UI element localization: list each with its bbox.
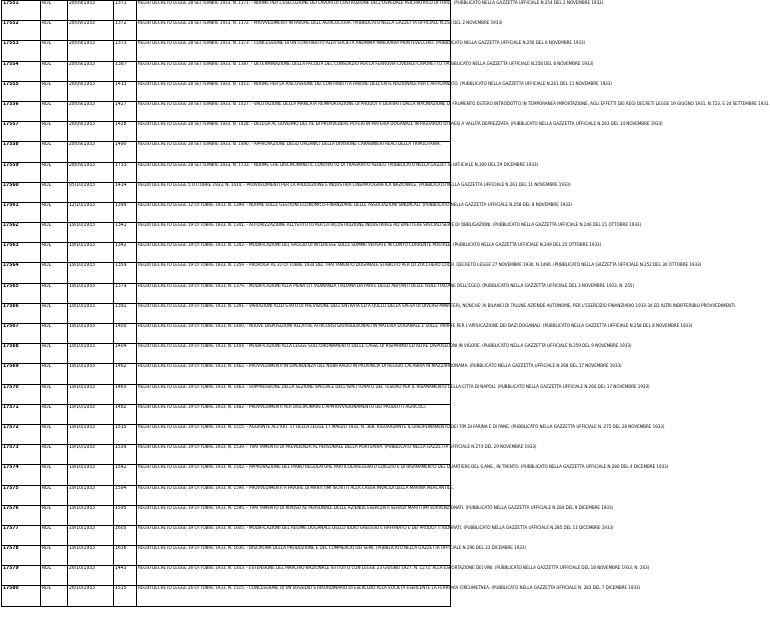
- record-id: 17579: [2, 566, 41, 586]
- act-number: 1733: [114, 162, 137, 182]
- act-description-text: REGIO DECRETO LEGGE 19 OTTOBRE 1933, N. 1462. - PROVVEDIMENTI IN DIPENDENZA DEL NUBIFRAGIO IN PROVINCIA DI REGGIO CALABRIA IN MAZZARRONAMA. (PUBBLICATO NELLA GAZZETTA UFFICIALE N.268 DEL 17 NOVEMBRE 1933): [138, 364, 622, 370]
- act-description: [137, 162, 539, 182]
- act-description: [137, 263, 702, 283]
- act-description-text: REGIO DECRETO LEGGE 28 SETTEMBRE 1933, N. 1371. - NORME PER L'ESECUZIONE DEI LAVORI DI COSTRUZIONE DELL'OSPEDALE PSICHIATRICO DI FORLI. (PUBBLICATO NELLA GAZZETTA UFFICIALE N.254 DEL 2 NOVEMBRE 1933): [138, 1, 604, 6]
- act-number: 1515: [114, 424, 137, 444]
- act-number: 1605: [114, 525, 137, 545]
- act-date: 28/09/1933: [68, 81, 114, 101]
- act-number: 1371: [114, 1, 137, 21]
- act-date: 28/09/1933: [68, 21, 114, 41]
- act-description: [137, 384, 650, 404]
- record-id: 17573: [2, 445, 41, 465]
- act-number: 1594: [114, 485, 137, 505]
- record-id: 17567: [2, 324, 41, 344]
- act-description: [137, 324, 693, 344]
- act-date: 19/10/1933: [68, 485, 114, 505]
- act-date: 19/10/1933: [68, 546, 114, 566]
- act-type: RDL: [41, 324, 68, 344]
- act-type: RDL: [41, 202, 68, 222]
- table-body: [2, 0, 770, 607]
- act-description: [137, 142, 451, 162]
- record-id: 17576: [2, 505, 41, 525]
- act-description-text: REGIO DECRETO LEGGE 28 SETTEMBRE 1933, N. 1428. - DELEGA AL GOVERNO DEL RE DI PROVVEDERE POTERI IN MATERIA DOGANALE IN RIGUARDO DI PAESI A VALUTA DEPREZZATA. (PUBBLICATO NELLA GAZZETTA UFFICIALE N.263 DEL 14 NOVEMBRE 1933): [138, 122, 663, 128]
- record-id: 17563: [2, 243, 41, 263]
- act-number: 1539: [114, 445, 137, 465]
- record-id: 17559: [2, 162, 41, 182]
- act-type: RDL: [41, 122, 68, 142]
- act-type: RDL: [41, 263, 68, 283]
- table-row: [2, 283, 451, 303]
- act-description: [137, 223, 642, 243]
- record-id: 17551: [2, 1, 41, 21]
- act-number: 1427: [114, 101, 137, 121]
- act-date: 19/10/1933: [68, 263, 114, 283]
- record-id: 17566: [2, 303, 41, 323]
- act-date: 26/10/1933: [68, 566, 114, 586]
- act-number: 1462: [114, 364, 137, 384]
- act-type: RDL: [41, 404, 68, 424]
- act-date: 19/10/1933: [68, 344, 114, 364]
- table-row: [2, 21, 451, 41]
- act-number: 1463: [114, 384, 137, 404]
- act-type: RDL: [41, 61, 68, 81]
- act-description-text: REGIO DECRETO LEGGE 26 OTTOBRE 1933, N. 1443. - ESTENSIONE DEL MARCHIO NAZIONALE ISTITUITO CON LEGGE 23 GIUGNO 1927, N. 1272, ALLA ESPORTAZIONE DEI VINI. (PUBBLICATO NELLA GAZZETTA UFFICIALE DEL 18 NOVEMBRE 1933, N. 263): [138, 566, 650, 572]
- act-date: 26/10/1933: [68, 586, 114, 606]
- act-type: RDL: [41, 424, 68, 444]
- act-description-text: REGIO DECRETO LEGGE 28 SETTEMBRE 1933, N. 1733. - NORME CHE DISCIPLINANO IL CONTRATTO DI TRASPORTO AEREO. (PUBBLICATO NELLA GAZZETTA UFFICIALE N.300 DEL 29 DICEMBRE 1933): [138, 162, 539, 168]
- record-id: 17578: [2, 546, 41, 566]
- act-number: 1391: [114, 303, 137, 323]
- record-id: 17565: [2, 283, 41, 303]
- table-row: [2, 202, 451, 222]
- record-id: 17571: [2, 404, 41, 424]
- act-description: [137, 566, 650, 586]
- act-description: [137, 122, 663, 142]
- act-description: [137, 424, 665, 444]
- table-row: [2, 81, 451, 101]
- act-description: [137, 182, 571, 202]
- record-id: 17569: [2, 364, 41, 384]
- act-description-text: REGIO DECRETO LEGGE 19 OTTOBRE 1933, N. 1379. - MODIFICAZIONI ALLA PIENA CITTADINANZA ITALIANA DA PARTE DEGLI ABITANTI DELLE ISOLE ITALIANE DELL'EGEO. (PUBBLICATO NELLA GAZZETTA UFFICIALE DEL 3 NOVEMBRE 1933, N. 255): [138, 283, 635, 289]
- act-description-text: REGIO DECRETO LEGGE 19 OTTOBRE 1933, N. 1636. - DISCIPLINA DELLA PRODUZIONE E DEL COMMERCIO DEI SEMI. (PUBBLICATO NELLA GAZZETTA UFFICIALE N.296 DEL 23 DICEMBRE 1933): [138, 546, 527, 552]
- act-description-text: REGIO DECRETO LEGGE 19 OTTOBRE 1933, N. 1539. - TRATTAMENTO DI PREVIDENZA AL PERSONALE DELLA PORTUARIA. (PUBBLICATO NELLA GAZZETTA UFFICIALE N.274 DEL 29 NOVEMBRE 1933): [138, 445, 537, 451]
- act-number: 1515: [114, 586, 137, 606]
- act-date: 19/10/1933: [68, 445, 114, 465]
- act-date: 28/09/1933: [68, 41, 114, 61]
- act-description-text: REGIO DECRETO LEGGE 28 SETTEMBRE 1933, N. 1427. - VALUTAZIONE DELLA MANCATA REIMPORTAZIONE DI PRODOTTI DERIVATI DALLA MACINAZIONE DI FRUMENTO ESTERO INTRODOTTO IN TEMPORANEA IMPORTAZIONE, AGLI EFFETTI DEI REGI DECRETI LEGGE 19 GIUGNO 1931, N.723, E 24 SETTEMBRE 1931.: [138, 101, 770, 107]
- act-date: 19/10/1933: [68, 243, 114, 263]
- act-type: RDL: [41, 344, 68, 364]
- act-date: 19/10/1933: [68, 505, 114, 525]
- act-date: 28/09/1933: [68, 61, 114, 81]
- act-type: RDL: [41, 223, 68, 243]
- act-description: [137, 243, 602, 263]
- act-description: [137, 303, 736, 323]
- record-id: 17558: [2, 142, 41, 162]
- act-description-text: REGIO DECRETO LEGGE 19 OTTOBRE 1933, N. 1391. - VARIAZIONI ALLO STATO DI PREVISIONE DELL'ENTRATA ED A QUELLI DELLA SPESA DI DIVERSI MINISTERI, NONCHE' AI BILANCI DI TALUNE AZIENDE AUTONOME, PER L'ESERCIZIO FINANZIARIO 1933-34 ED ALTRI INDIFFERIBILI PROVVEDIMENTI.: [138, 303, 736, 309]
- act-description: [137, 41, 586, 61]
- act-description-text: REGIO DECRETO LEGGE 19 OTTOBRE 1933, N. 1595. - TRATTAMENTO DI RIPOSO AL PERSONALE DELLE AZIENDE ESERCENTI SERVIZI MARITTIMI SOVVENZIONATI. (PUBBLICATO NELLA GAZZETTA UFFICIALE N.284 DEL 9 DICEMBRE 1933): [138, 505, 614, 511]
- act-type: RDL: [41, 364, 68, 384]
- act-description-text: REGIO DECRETO LEGGE 19 OTTOBRE 1933, N. 1542. - APPROVAZIONE DEL PIANO REGOLATORE PARTICOLAREGGIATO EDILIZIO E DI RISANAMENTO DEL QUARTIERE DEL S.ANS., IN TRENTO. (PUBBLICATO NELLA GAZZETTA UFFICIALE N.280 DEL 4 DICEMBRE 1933): [138, 465, 669, 471]
- act-type: RDL: [41, 485, 68, 505]
- table-row: [2, 445, 451, 465]
- act-description: [137, 404, 451, 424]
- record-id: 17568: [2, 344, 41, 364]
- act-date: 19/10/1933: [68, 364, 114, 384]
- act-description: [137, 61, 594, 81]
- act-description: [137, 445, 537, 465]
- act-date: 28/09/1933: [68, 1, 114, 21]
- record-id: 17552: [2, 21, 41, 41]
- act-number: 1490: [114, 142, 137, 162]
- act-description: [137, 202, 572, 222]
- act-description: [137, 505, 614, 525]
- act-date: 19/10/1933: [68, 324, 114, 344]
- act-description: [137, 21, 503, 41]
- act-number: 1400: [114, 324, 137, 344]
- record-id: 17572: [2, 424, 41, 444]
- act-description-text: REGIO DECRETO LEGGE 19 OTTOBRE 1933, N. 1463. - SOPPRESSIONE DELLA SEZIONE SPECIALE DELL'ISPETTORATO DEL TESORO PER IL RISANAMENTO DELLA CITTA DI NAPOLI. (PUBBLICATO NELLA GAZZETTA UFFICIALE N.266 DEL 17 NOVEMBRE 1933): [138, 384, 650, 390]
- act-description-text: REGIO DECRETO LEGGE 19 OTTOBRE 1933, N. 1404. - MODIFICAZIONI ALLA LEGGE SULL'ORDINAMENTO DELLE CASSE DI RISPARMIO ED ALTRE DISPOSIZIONI IN VIGORE. (PUBBLICATO NELLA GAZZETTA UFFICIALE N.259 DEL 9 NOVEMBRE 1933): [138, 344, 632, 350]
- act-number: 1636: [114, 546, 137, 566]
- act-type: RDL: [41, 21, 68, 41]
- act-description-text: REGIO DECRETO LEGGE 28 SETTEMBRE 1933, N. 1490. - APPROVAZIONE DEGLI ORGANICI DELLA DIVISIONE CARABINIERI REALI DELLA TRIPOLITANIA.: [138, 142, 441, 148]
- act-description: [137, 546, 527, 566]
- act-number: 1482: [114, 404, 137, 424]
- act-description: [137, 344, 632, 364]
- table-row: [2, 182, 451, 202]
- act-type: RDL: [41, 303, 68, 323]
- act-description-text: REGIO DECRETO LEGGE 26 OTTOBRE 1933, N. 1515. - CONCESSIONE DI UN SUSSIDIO STRAORDINARIO DI ESERCIZIO ALLA SOCIETA ESERCENTE LA FERROVIA CIRCUMETNEA. (PUBBLICATO NELLA GAZZETTA UFFICIALE N. 283 DEL 7 DICEMBRE 1933): [138, 586, 641, 592]
- table-row: [2, 324, 451, 344]
- act-description-text: REGIO DECRETO LEGGE 28 SETTEMBRE 1933, N. 1413. - NORME PER LA RISCOSSIONE DEI CONTRIBUTI A FAVORE DELL'ENTE NAZIONALE PER L'ARTIGIANATO. (PUBBLICATO NELLA GAZZETTA UFFICIALE N.261 DEL 11 NOVEMBRE 1933): [138, 81, 612, 87]
- table-row: [2, 1, 451, 21]
- record-id: 17554: [2, 61, 41, 81]
- record-id: 17577: [2, 525, 41, 545]
- table-row: [2, 404, 451, 424]
- table-row: [2, 525, 451, 545]
- act-type: RDL: [41, 505, 68, 525]
- act-number: 1379: [114, 283, 137, 303]
- act-number: 1595: [114, 505, 137, 525]
- table-row: [2, 223, 451, 243]
- table-row: [2, 384, 451, 404]
- act-description-text: REGIO DECRETO LEGGE 19 OTTOBRE 1933, N. 1341. - AUTORIZZAZIONE ALL'ISTITUTO PER LA RICOSTRUZIONE INDUSTRIALE AD EMETTERE SPECIALI SERIE DI OBBLIGAZIONI. (PUBBLICATO NELLA GAZZETTA UFFICIALE N.246 DEL 21 OTTOBRE 1933): [138, 223, 642, 229]
- act-date: 19/10/1933: [68, 424, 114, 444]
- act-number: 1372: [114, 21, 137, 41]
- act-number: 1341: [114, 223, 137, 243]
- act-description-text: REGIO DECRETO LEGGE 19 OTTOBRE 1933, N. 1594. - PROVVEDIMENTI A FAVORE DI MARITTIMI ISCRITTI ALLA CASSA INVALIDI DELLA MARINA MERCANTILE.: [138, 485, 455, 491]
- act-type: RDL: [41, 243, 68, 263]
- act-description-text: REGIO DECRETO LEGGE 19 OTTOBRE 1933, N. 1342. - MODIFICAZIONI DEL SAGGIO DI INTERESSE SULLE SOMME VERSATE IN CONTO CORRENTE POSTALE. (PUBBLICATO NELLA GAZZETTA UFFICIALE N.249 DEL 25 OTTOBRE 1933): [138, 243, 602, 249]
- record-id: 17574: [2, 465, 41, 485]
- act-date: 19/10/1933: [68, 223, 114, 243]
- act-number: 1428: [114, 122, 137, 142]
- act-date: 28/09/1933: [68, 142, 114, 162]
- act-description: [137, 485, 455, 505]
- act-type: RDL: [41, 586, 68, 606]
- act-description-text: REGIO DECRETO LEGGE 19 OTTOBRE 1933, N. 1515. - AGGIUNTE ALL'ART. 17 DELLA LEGGE 17 MARZO 1932, N. 368, RIGUARDANTE IL DISCIPLINAMENTO DEI TIPI DI FARINA E DI PANE. (PUBBLICATO NELLA GAZZETTA UFFICIALE N. 275 DEL 28 NOVEMBRE 1933): [138, 424, 665, 430]
- act-date: 19/10/1933: [68, 404, 114, 424]
- record-id: 17570: [2, 384, 41, 404]
- table-row: [2, 424, 451, 444]
- act-date: 19/10/1933: [68, 303, 114, 323]
- table-row: [2, 566, 451, 586]
- act-description: [137, 465, 669, 485]
- table-row: [2, 485, 451, 505]
- act-date: 12/10/1933: [68, 202, 114, 222]
- record-id: 17580: [2, 586, 41, 606]
- act-type: RDL: [41, 525, 68, 545]
- act-date: 19/10/1933: [68, 384, 114, 404]
- act-type: RDL: [41, 182, 68, 202]
- table-row: [2, 61, 451, 81]
- act-date: 19/10/1933: [68, 465, 114, 485]
- act-date: 05/10/1933: [68, 182, 114, 202]
- record-id: 17556: [2, 101, 41, 121]
- record-id: 17562: [2, 223, 41, 243]
- act-type: RDL: [41, 101, 68, 121]
- act-description-text: REGIO DECRETO LEGGE 19 OTTOBRE 1933, N. 1400. - NUOVE DISPOSIZIONI RELATIVE AI RICORSI GIURISDIZIONALI IN MATERIA DOGANALE E SULLE TARIFFE PER L'APPLICAZIONE DEI DAZI DOGANALI. (PUBBLICATO NELLA GAZZETTA UFFICIALE N.258 DEL 8 NOVEMBRE 1933): [138, 324, 693, 329]
- act-description: [137, 586, 641, 606]
- act-description-text: REGIO DECRETO LEGGE 12 OTTOBRE 1933, N. 1399. - NORME SULLE GESTIONI ECONOMICO-FINANZIARIE DELLE ASSOCIAZIONI SINDACALI. (PUBBLICATO NELLA GAZZETTA UFFICIALE N.258 DEL 8 NOVEMBRE 1933): [138, 202, 572, 208]
- record-id: 17555: [2, 81, 41, 101]
- table-row: [2, 263, 451, 283]
- act-type: RDL: [41, 283, 68, 303]
- act-type: RDL: [41, 41, 68, 61]
- act-description: [137, 1, 604, 21]
- table-row: [2, 546, 451, 566]
- table-row: [2, 101, 451, 121]
- act-type: RDL: [41, 1, 68, 21]
- act-date: 28/09/1933: [68, 122, 114, 142]
- record-id: 17560: [2, 182, 41, 202]
- record-id: 17561: [2, 202, 41, 222]
- act-number: 1399: [114, 202, 137, 222]
- act-description-text: REGIO DECRETO LEGGE 5 OTTOBRE 1933, N. 1414. - PROVVEDIMENTI PER LA PRODUZIONE E INDUSTRIA CINEMATOGRAFICA NAZIONALE. (PUBBLICATO NELLA GAZZETTA UFFICIALE N.261 DEL 11 NOVEMBRE 1933): [138, 182, 571, 188]
- act-type: RDL: [41, 142, 68, 162]
- act-number: 1414: [114, 182, 137, 202]
- act-description: [137, 283, 635, 303]
- act-description-text: REGIO DECRETO LEGGE 19 OTTOBRE 1933, N. 1359. - PROROGA AL 31 OTTOBRE 1934 DEL TRATTAMENTO DOGANALE STABILITO PER LO ZUCCHERO COL R. DECRETO LEGGE 27 NOVEMBRE 1930, N.1496. (PUBBLICATO NELLA GAZZETTA UFFICIALE N.252 DEL 30 OTTOBRE 1933): [138, 263, 702, 269]
- act-description-text: REGIO DECRETO LEGGE 28 SETTEMBRE 1933, N. 1387. - DETERMINAZIONE DELLA FACOLTA DEL CONSORZIO PER LA FERROVIA CIVIDALE-CAPORETTO. (PUBBLICATO NELLA GAZZETTA UFFICIALE N.258 DEL 8 NOVEMBRE 1933): [138, 61, 594, 67]
- record-id: 17553: [2, 41, 41, 61]
- act-type: RDL: [41, 465, 68, 485]
- table-row: [2, 344, 451, 364]
- table-row: [2, 142, 451, 162]
- act-number: 1443: [114, 566, 137, 586]
- table-row: [2, 505, 451, 525]
- act-type: RDL: [41, 162, 68, 182]
- legislation-table: [1, 0, 770, 607]
- act-description: [137, 81, 612, 101]
- act-type: RDL: [41, 81, 68, 101]
- act-description-text: REGIO DECRETO LEGGE 28 SETTEMBRE 1933, N. 1372. - PROVVEDIMENTI IN FAVORE DELL'AGRICOLTURA. (PUBBLICATO NELLA GAZZETTA UFFICIALE N.254 DEL 2 NOVEMBRE 1933): [138, 21, 503, 27]
- act-date: 19/10/1933: [68, 283, 114, 303]
- act-type: RDL: [41, 445, 68, 465]
- act-number: 1342: [114, 243, 137, 263]
- act-description-text: REGIO DECRETO LEGGE 28 SETTEMBRE 1933, N. 1373. - CONCESSIONE DI UN CONTRIBUTO ALLA SOCIETA ANONIMA MINERARIA MONTEVECCHIO. (PUBBLICATO NELLA GAZZETTA UFFICIALE N.256 DEL 6 NOVEMBRE 1933): [138, 41, 586, 47]
- act-type: RDL: [41, 566, 68, 586]
- act-description: [137, 101, 770, 121]
- record-id: 17564: [2, 263, 41, 283]
- act-number: 1404: [114, 344, 137, 364]
- table-row: [2, 586, 451, 606]
- table-row: [2, 364, 451, 384]
- act-type: RDL: [41, 546, 68, 566]
- act-number: 1387: [114, 61, 137, 81]
- table-row: [2, 162, 451, 182]
- act-number: 1413: [114, 81, 137, 101]
- act-date: 19/10/1933: [68, 525, 114, 545]
- record-id: 17557: [2, 122, 41, 142]
- table-row: [2, 122, 451, 142]
- table-row: [2, 243, 451, 263]
- act-date: 28/09/1933: [68, 162, 114, 182]
- act-description-text: REGIO DECRETO LEGGE 19 OTTOBRE 1933, N. 1605. - MODIFICAZIONI DEL REGIME DOGANALE DELLO IODIO GREGGIO E RAFFINATO E DEI PRODOTTI IODURATI. (PUBBLICATO NELLA GAZZETTA UFFICIALE N.285 DEL 11 DICEMBRE 1933): [138, 525, 614, 531]
- act-description-text: REGIO DECRETO LEGGE 19 OTTOBRE 1933, N. 1482. - PROVVEDIMENTI PER DISCIPLINARE L'APPROVVIGIONAMENTO DEI PRODOTTI AGRICOLI.: [138, 404, 426, 410]
- act-number: 1542: [114, 465, 137, 485]
- act-number: 1373: [114, 41, 137, 61]
- record-id: 17575: [2, 485, 41, 505]
- act-description: [137, 525, 614, 545]
- act-date: 28/09/1933: [68, 101, 114, 121]
- table-row: [2, 465, 451, 485]
- act-type: RDL: [41, 384, 68, 404]
- table-row: [2, 41, 451, 61]
- act-description: [137, 364, 622, 384]
- table-row: [2, 303, 451, 323]
- act-number: 1359: [114, 263, 137, 283]
